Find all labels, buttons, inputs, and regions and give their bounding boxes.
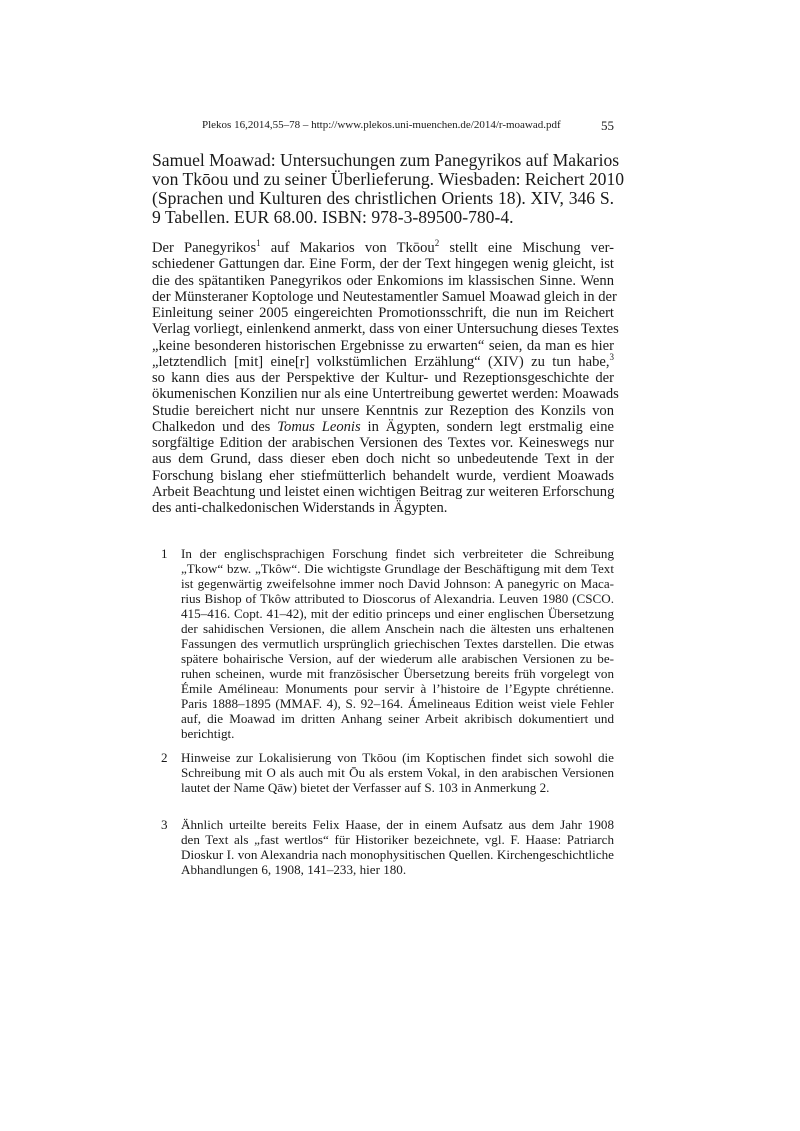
text-line [181, 750, 614, 765]
text-segment: „letztendlich [mit] eine[r] volkstümlichen Erzählung“ (XIV) zu tun habe, [152, 353, 610, 370]
text-line [181, 606, 614, 621]
text-line [181, 711, 614, 726]
text-segment: lautet der Name Qāw) bietet der Verfasser auf S. 103 in Anmerkung 2. [181, 780, 550, 795]
italic-text: Tomus Leonis [277, 418, 361, 435]
review-title [152, 150, 625, 227]
text-line [152, 435, 614, 451]
text-segment: Einleitung seiner 2005 eingereichten Promotionsschrift, die nun im Reichert [152, 305, 614, 321]
text-segment: der Münsteraner Koptologe und Neutestamentler Samuel Moawad gleich in der [152, 288, 617, 305]
text-segment: Der Panegyrikos [152, 240, 257, 256]
text-segment: Samuel Moawad: Untersuchungen zum Panegyrikos auf Makarios [152, 150, 620, 170]
footnote-ref: 2 [434, 238, 440, 248]
text-line [152, 484, 614, 500]
text-line [152, 500, 614, 516]
text-line [181, 847, 614, 862]
text-line [181, 681, 614, 696]
text-line [152, 321, 619, 338]
text-line [152, 189, 614, 208]
text-segment: 415–416. Copt. 41–42), mit der editio princeps und einer englischen Übersetzung [181, 606, 614, 621]
text-segment: ökumenischen Konzilien nur als eine Untertreibung gewertet werden: Moawads [152, 386, 619, 403]
text-segment: Arbeit Beachtung und leistet einen wichtigen Beitrag zur weiteren Erforschung [152, 483, 615, 500]
text-line [152, 273, 614, 289]
text-segment: des anti-chalkedonischen Widerstands in Ägypten. [152, 500, 448, 516]
text-segment: spätere bohairische Version, auf der wiederum alle arabischen Versionen zu be- [181, 651, 614, 666]
text-line [181, 696, 614, 711]
text-segment: Verlag vorliegt, einlenkend anmerkt, dass von einer Untersuchung dieses Textes [152, 321, 619, 338]
text-segment: stellt eine Mischung ver- [439, 240, 614, 256]
footnote-text [181, 817, 614, 877]
text-line [181, 561, 614, 576]
text-segment: Abhandlungen 6, 1908, 141–233, hier 180. [181, 862, 407, 877]
text-segment: der sahidischen Versionen, die allem Anschein nach die ältesten uns erhaltenen [181, 621, 614, 636]
running-head-citation: Plekos 16,2014,55–78 – http://www.plekos.uni-muenchen.de/2014/r-moawad.pdf [202, 119, 561, 131]
text-segment: Studie bereichert nicht nur unsere Kenntnis zur Rezeption des Konzils von [152, 402, 614, 419]
text-segment: Dioskur I. von Alexandria nach monophysitischen Quellen. Kirchengeschichtliche [181, 847, 614, 862]
footnote-text [181, 546, 614, 741]
footnote-number: 3 [161, 817, 168, 832]
text-line [152, 256, 614, 272]
text-line [152, 305, 614, 321]
text-line [181, 591, 614, 606]
text-line [152, 240, 614, 256]
text-segment: auf, die Moawad im dritten Anhang seiner Arbeit akribisch dokumentiert und [181, 711, 614, 726]
text-line [152, 386, 619, 403]
text-line [181, 546, 614, 561]
text-segment: (Sprachen und Kulturen des christlichen Orients 18). XIV, 346 S. [152, 188, 614, 208]
footnote-number: 2 [161, 750, 168, 765]
text-segment: auf Makarios von Tkōou [260, 240, 435, 256]
text-line [152, 150, 620, 170]
text-line [181, 576, 614, 591]
text-line [181, 862, 614, 877]
text-line [152, 468, 614, 484]
text-segment: Émile Amélineau: Monuments pour servir à l’histoire de l’Egypte chrétienne. [181, 681, 614, 696]
text-line [181, 832, 614, 847]
text-line [181, 636, 614, 651]
text-segment: in Ägypten, sondern legt erstmalig eine [360, 418, 614, 435]
text-line [181, 765, 614, 780]
text-segment: die des spätantiken Panegyrikos oder Enkomions im klassischen Sinne. Wenn [152, 272, 614, 289]
footnote-ref: 1 [256, 238, 261, 248]
review-body-paragraph [152, 238, 619, 516]
text-segment: Forschung bislang eher stiefmütterlich behandelt wurde, verdient Moawads [152, 467, 614, 484]
footnote-number: 1 [161, 546, 168, 561]
text-line [152, 419, 614, 435]
text-segment: 9 Tabellen. EUR 68.00. ISBN: 978-3-89500-780-4. [152, 207, 514, 227]
text-segment: sorgfältige Edition der arabischen Versionen des Textes vor. Keineswegs nur [152, 435, 614, 451]
text-segment: Schreibung mit O als auch mit Ōu als erstem Vokal, in den arabischen Versionen [181, 765, 614, 780]
text-segment: rius Bishop of Tkôw attributed to Dioscorus of Alexandria. Leuven 1980 (CSCO. [181, 591, 614, 606]
text-segment: von Tkōou und zu seiner Überlieferung. Wiesbaden: Reichert 2010 [152, 169, 625, 189]
text-line [181, 651, 614, 666]
text-line [181, 726, 614, 741]
text-segment: aus dem Grund, dass dieser eben doch nicht so unbedeutende Text in der [152, 451, 614, 468]
text-segment: „keine besonderen historischen Ergebnisse zu erwarten“ seien, da man es hier [152, 337, 614, 354]
footnote-ref: 3 [609, 351, 614, 362]
text-line [181, 780, 614, 795]
text-segment: Hinweise zur Lokalisierung von Tkōou (im Koptischen findet sich sowohl die [181, 750, 614, 765]
text-line [152, 338, 614, 354]
text-segment: ist gegenwärtig zweifelsohne immer noch David Johnson: A panegyric on Maca- [181, 576, 614, 591]
text-segment: so kann dies aus der Perspektive der Kultur- und Rezeptionsgeschichte der [152, 370, 614, 386]
text-line [152, 169, 625, 189]
text-line [152, 370, 614, 386]
text-line [152, 351, 614, 370]
text-segment: den Text als „fast wertlos“ für Historiker bezeichnete, vgl. F. Haase: Patriarch [181, 832, 614, 847]
text-segment: Paris 1888–1895 (MMAF. 4), S. 92–164. Ámelineaus Edition weist viele Fehler [181, 696, 614, 711]
text-segment: ruhen scheinen, wurde mit französischer Übersetzung bereits früh vorgelegt von [181, 666, 614, 681]
text-segment: Chalkedon und des [152, 418, 278, 435]
text-segment: berichtigt. [181, 726, 235, 741]
text-segment: schiedener Gattungen dar. Eine Form, der der Text hingegen wenig gleicht, ist [152, 256, 614, 273]
text-segment: Fassungen des vermutlich ursprünglich griechischen Textes darstellen. Die etwas [181, 636, 614, 651]
text-line [152, 403, 614, 419]
text-segment: Ähnlich urteilte bereits Felix Haase, der in einem Aufsatz aus dem Jahr 1908 [181, 817, 614, 832]
text-line [181, 666, 614, 681]
text-line [152, 451, 614, 467]
running-header [152, 119, 614, 135]
text-line [181, 817, 614, 832]
footnote-text [181, 750, 614, 795]
text-line [152, 288, 617, 305]
text-segment: „Tkow“ bzw. „Tkôw“. Die wichtigste Grundlage der Beschäftigung mit dem Text [181, 561, 614, 576]
text-segment: In der englischsprachigen Forschung findet sich verbreiteter die Schreibung [181, 546, 614, 561]
text-line [181, 621, 614, 636]
text-line [152, 208, 614, 227]
page-number: 55 [601, 118, 614, 133]
